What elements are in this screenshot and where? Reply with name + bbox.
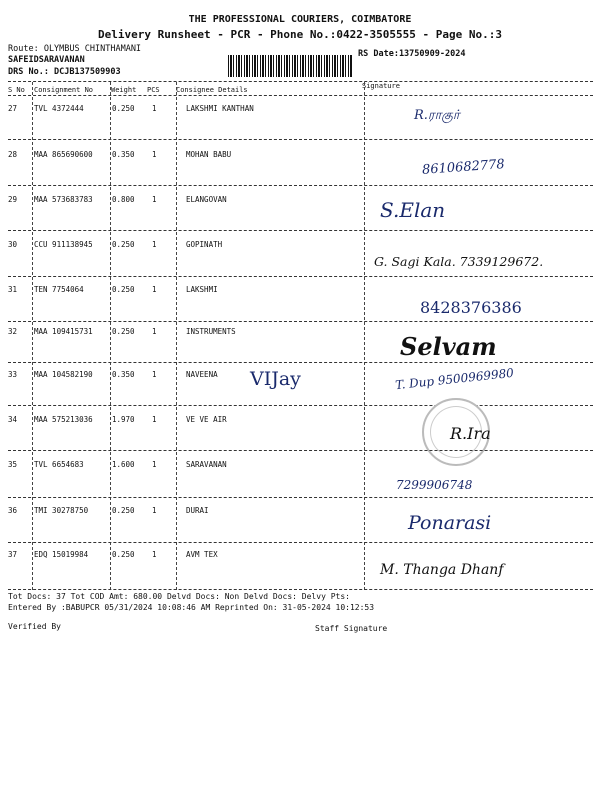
signature: R.ராகுர் bbox=[414, 108, 460, 123]
row-sno: 36 bbox=[8, 506, 18, 515]
row-weight: 0.250 bbox=[112, 327, 135, 336]
row-weight: 0.250 bbox=[112, 240, 135, 249]
drs-number: DRS No.: DCJB137509903 bbox=[8, 67, 121, 77]
column-divider bbox=[32, 82, 33, 590]
row-consignee: VE VE AIR bbox=[186, 415, 227, 424]
divider bbox=[8, 321, 593, 322]
row-consignee: NAVEENA bbox=[186, 370, 218, 379]
signature: Selvam bbox=[400, 332, 497, 361]
row-consignee: AVM TEX bbox=[186, 550, 218, 559]
verified-by-label: Verified By bbox=[8, 622, 61, 631]
row-consignment: TVL 6654683 bbox=[34, 460, 84, 469]
row-pcs: 1 bbox=[152, 240, 157, 249]
signature: M. Thanga Dhanf bbox=[380, 562, 504, 578]
row-weight: 1.600 bbox=[112, 460, 135, 469]
divider bbox=[8, 542, 593, 543]
row-consignment: TVL 4372444 bbox=[34, 104, 84, 113]
signature: G. Sagi Kala. 7339129672. bbox=[374, 254, 544, 269]
row-consignment: TEN 7754064 bbox=[34, 285, 84, 294]
runsheet-subtitle: Delivery Runsheet - PCR - Phone No.:0422-3505555 - Page No.:3 bbox=[98, 28, 502, 41]
divider bbox=[8, 405, 593, 406]
signature: T. Dup 9500969980 bbox=[394, 365, 515, 393]
signature: 8610682778 bbox=[421, 157, 506, 178]
signature: Ponarasi bbox=[408, 512, 492, 534]
col-consignment: Consignment No bbox=[34, 86, 94, 94]
signature: 7299906748 bbox=[396, 478, 473, 492]
divider bbox=[8, 230, 593, 231]
row-pcs: 1 bbox=[152, 415, 157, 424]
row-weight: 0.250 bbox=[112, 506, 135, 515]
row-weight: 0.250 bbox=[112, 550, 135, 559]
row-pcs: 1 bbox=[152, 550, 157, 559]
row-consignment: MAA 104582190 bbox=[34, 370, 93, 379]
barcode bbox=[228, 55, 353, 77]
row-consignee: LAKSHMI bbox=[186, 285, 218, 294]
row-weight: 0.350 bbox=[112, 150, 135, 159]
signature: 8428376386 bbox=[420, 298, 522, 317]
row-sno: 30 bbox=[8, 240, 18, 249]
row-consignment: MAA 865690600 bbox=[34, 150, 93, 159]
divider bbox=[8, 589, 593, 590]
row-consignment: MAA 573683783 bbox=[34, 195, 93, 204]
divider bbox=[8, 450, 593, 451]
row-sno: 31 bbox=[8, 285, 18, 294]
col-pcs: PCS bbox=[147, 86, 160, 94]
divider bbox=[8, 276, 593, 277]
row-weight: 0.800 bbox=[112, 195, 135, 204]
staff-name: SAFEIDSARAVANAN bbox=[8, 55, 85, 65]
col-signature: Signature bbox=[362, 82, 400, 90]
divider bbox=[8, 139, 593, 140]
row-consignee: ELANGOVAN bbox=[186, 195, 227, 204]
row-sno: 28 bbox=[8, 150, 18, 159]
row-consignment: EDQ 15019984 bbox=[34, 550, 89, 559]
col-consignee: Consignee Details bbox=[176, 86, 248, 94]
row-weight: 0.250 bbox=[112, 285, 135, 294]
signature: R.Ira bbox=[450, 424, 491, 443]
row-consignee: GOPINATH bbox=[186, 240, 223, 249]
col-weight: Weight bbox=[111, 86, 137, 94]
divider bbox=[8, 497, 593, 498]
row-consignment: MAA 575213036 bbox=[34, 415, 93, 424]
row-sno: 33 bbox=[8, 370, 18, 379]
company-title: THE PROFESSIONAL COURIERS, COIMBATORE bbox=[188, 14, 412, 25]
divider bbox=[8, 185, 593, 186]
totals-line: Tot Docs: 37 Tot COD Amt: 680.00 Delvd Docs: Non Delvd Docs: Delvy Pts: bbox=[8, 592, 350, 601]
row-pcs: 1 bbox=[152, 150, 157, 159]
row-weight: 1.970 bbox=[112, 415, 135, 424]
entered-by-line: Entered By :BABUPCR 05/31/2024 10:08:46 AM Reprinted On: 31-05-2024 10:12:53 bbox=[8, 603, 375, 612]
column-divider bbox=[176, 82, 177, 590]
divider bbox=[8, 81, 593, 82]
route-label: Route: OLYMBUS CHINTHAMANI bbox=[8, 44, 142, 54]
row-sno: 29 bbox=[8, 195, 18, 204]
row-consignee: SARAVANAN bbox=[186, 460, 227, 469]
row-consignee: MOHAN BABU bbox=[186, 150, 232, 159]
row-pcs: 1 bbox=[152, 370, 157, 379]
row-pcs: 1 bbox=[152, 285, 157, 294]
row-sno: 37 bbox=[8, 550, 18, 559]
row-consignee: LAKSHMI KANTHAN bbox=[186, 104, 254, 113]
column-divider bbox=[364, 82, 365, 590]
extra-signature: VIJay bbox=[250, 368, 301, 390]
row-sno: 32 bbox=[8, 327, 18, 336]
row-consignment: TMI 30278750 bbox=[34, 506, 89, 515]
row-pcs: 1 bbox=[152, 506, 157, 515]
row-sno: 27 bbox=[8, 104, 18, 113]
row-pcs: 1 bbox=[152, 327, 157, 336]
row-pcs: 1 bbox=[152, 460, 157, 469]
row-weight: 0.350 bbox=[112, 370, 135, 379]
staff-signature-label: Staff Signature bbox=[315, 624, 388, 633]
row-weight: 0.250 bbox=[112, 104, 135, 113]
divider bbox=[8, 362, 593, 363]
signature: S.Elan bbox=[380, 198, 446, 222]
row-sno: 35 bbox=[8, 460, 18, 469]
column-divider bbox=[110, 82, 111, 590]
row-consignee: INSTRUMENTS bbox=[186, 327, 236, 336]
divider bbox=[8, 95, 593, 96]
row-pcs: 1 bbox=[152, 104, 157, 113]
col-sno: S No bbox=[8, 86, 25, 94]
rs-date: RS Date:13750909-2024 bbox=[358, 49, 466, 59]
row-consignment: MAA 109415731 bbox=[34, 327, 93, 336]
row-sno: 34 bbox=[8, 415, 18, 424]
row-pcs: 1 bbox=[152, 195, 157, 204]
row-consignee: DURAI bbox=[186, 506, 209, 515]
row-consignment: CCU 911138945 bbox=[34, 240, 93, 249]
